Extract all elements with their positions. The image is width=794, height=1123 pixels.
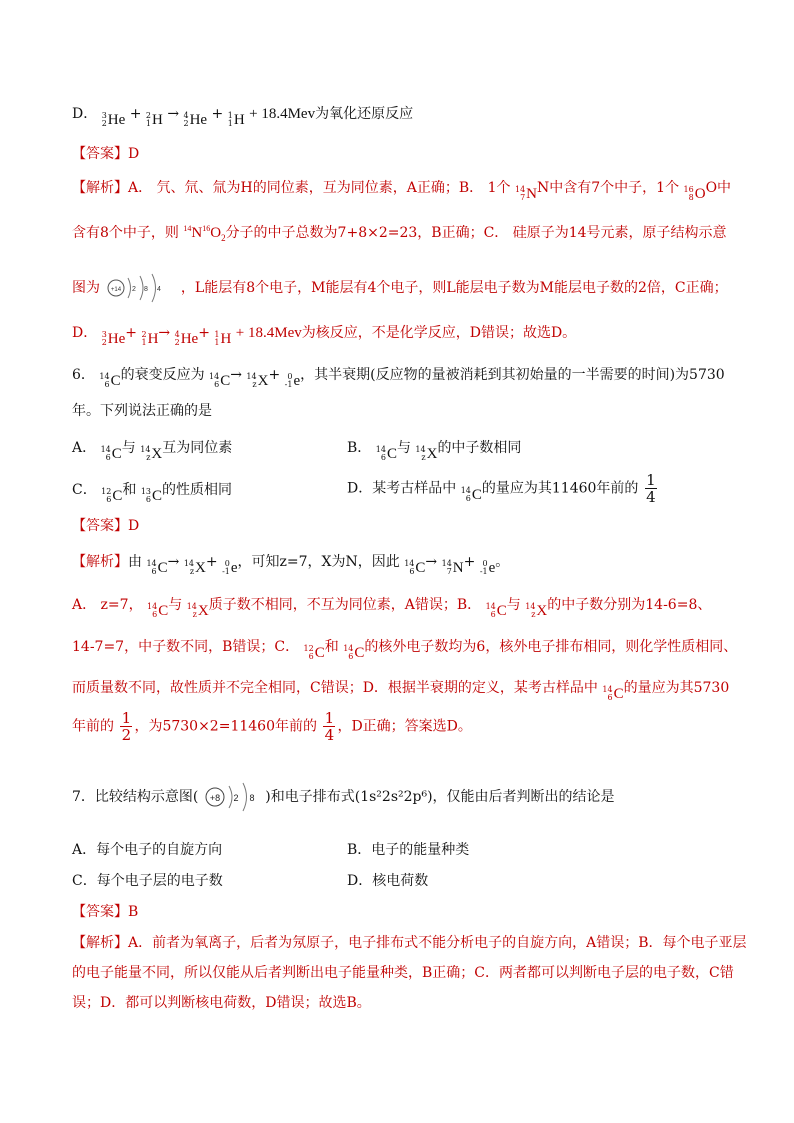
fraction-one-half: $\frac{1}{2}$ <box>121 709 132 744</box>
q7-option-d[interactable]: D．核电荷数 <box>347 873 429 889</box>
h1: 1 1 H <box>227 111 245 128</box>
q6-analysis-line5: 年前的 $\frac{1}{2}$ ，为5730×2=11460年前的 $\frac{1}{4}$ ，D正确；答案选D。 <box>72 709 472 744</box>
q7-option-a[interactable]: A．每个电子的自旋方向 <box>72 842 223 858</box>
o-charge: +8 <box>209 793 220 803</box>
oxygen-ion-structure-icon <box>203 780 261 814</box>
si-shell-2: 8 <box>144 286 149 293</box>
q6-analysis-line4: 而质量数不同，故性质并不完全相同，C错误；D．根据半衰期的定义，某考古样品中 14 6 C 的量应为其5730 <box>72 680 730 702</box>
he3: 3 2 He <box>101 111 126 128</box>
fraction-one-quarter: $\frac{1}{4}$ <box>324 709 335 744</box>
si-shell-3: 4 <box>157 286 162 293</box>
o-shell-2: 8 <box>249 793 255 803</box>
q7-stem: 7．比较结构示意图( +8 2 8 )和电子排布式(1s²2s²2p⁶)，仅能由后者判断出的结论是 <box>72 780 615 814</box>
q5-analysis-line4: D． 3 2 He + 2 1 H → 4 2 He + 1 1 H + 18.4Mev为核反应，不是化学反应，D错误；故选D。 <box>72 325 577 347</box>
q7-answer: 【答案】B <box>72 904 139 920</box>
q6-option-a[interactable]: A． 14 6 C 与 14 z X 互为同位素 <box>72 440 233 462</box>
q7-option-b[interactable]: B．电子的能量种类 <box>347 842 470 858</box>
q6-stem-line1: 6． 14 6 C 的衰变反应为 14 6 C → 14 z X + 0 -1 e ，其半衰期(反应物的量被消耗到其初始量的一半需要的时间)为5730 <box>72 367 725 389</box>
silicon-atom-structure-icon <box>104 272 176 304</box>
q6-option-b[interactable]: B． 14 6 C 与 14 z X 的中子数相同 <box>347 440 522 462</box>
q5-option-d: D． 3 2 He + 2 1 H → 4 2 He + 1 1 H + 18.4Mev为氧化还原反应 <box>72 106 414 128</box>
he4: 4 2 He <box>183 111 208 128</box>
q6-analysis-line3: 14-7=7，中子数不同，B错误；C． 12 6 C 和 14 6 C 的核外电子数均为6，核外电子排布相同，则化学性质相同、 <box>72 639 738 661</box>
q6-answer: 【答案】D <box>72 518 140 534</box>
o-shell-1: 2 <box>233 793 239 803</box>
q5-analysis-line1: 【解析】A． 氕、氘、氚为H的同位素，互为同位素，A正确；B． 1个 14 7 N N中含有7个中子，1个 16 8 O O中 <box>72 180 732 202</box>
q7-option-c[interactable]: C．每个电子层的电子数 <box>72 873 223 889</box>
q7-analysis-line2: 的电子能量不同，所以仅能从后者判断出电子能量种类，B正确；C．两者都可以判断电子层的电子数，C错 <box>72 965 734 981</box>
q6-stem-line2: 年。下列说法正确的是 <box>72 403 212 419</box>
fraction-one-quarter: $\frac{1}{4}$ <box>646 471 656 506</box>
q6-option-c[interactable]: C． 12 6 C 和 13 6 C 的性质相同 <box>72 482 233 504</box>
q7-analysis-line3: 误；D．都可以判断核电荷数，D错误；故选B。 <box>72 995 371 1011</box>
q6-option-d[interactable]: D．某考古样品中 14 6 C 的量应为其11460年前的 $\frac{1}{4}$ <box>347 471 656 506</box>
q6-analysis-line1: 【解析】由 14 6 C → 14 z X + 0 -1 e ，可知z=7，X为N，因此 14 6 C → 14 7 N + 0 -1 e 。 <box>72 554 510 576</box>
q5-analysis-line2: 含有8个中子，则 $^{14}N^{16}O_2$分子的中子总数为7+8×2=23，B正确；C． 硅原子为14号元素，原子结构示意 <box>72 224 727 243</box>
h2: 2 1 H <box>145 111 163 128</box>
q5-answer: 【答案】D <box>72 146 140 162</box>
q7-analysis-line1: 【解析】A．前者为氧离子，后者为氖原子，电子排布式不能分析电子的自旋方向，A错误；B．每个电子亚层 <box>72 935 747 951</box>
si-charge: +14 <box>111 287 122 293</box>
q6-analysis-line2: A． z=7， 14 6 C 与 14 z X 质子数不相同，不互为同位素，A错误；B． 14 6 C 与 14 z X 的中子数分别为14-6=8、 <box>72 597 712 619</box>
q5-analysis-line3: 图为 +14 2 8 4 ，L能层有8个电子，M能层有4个电子，则L能层电子数为M能层电子数的2倍，C正确； <box>72 272 728 304</box>
si-shell-1: 2 <box>132 286 137 293</box>
